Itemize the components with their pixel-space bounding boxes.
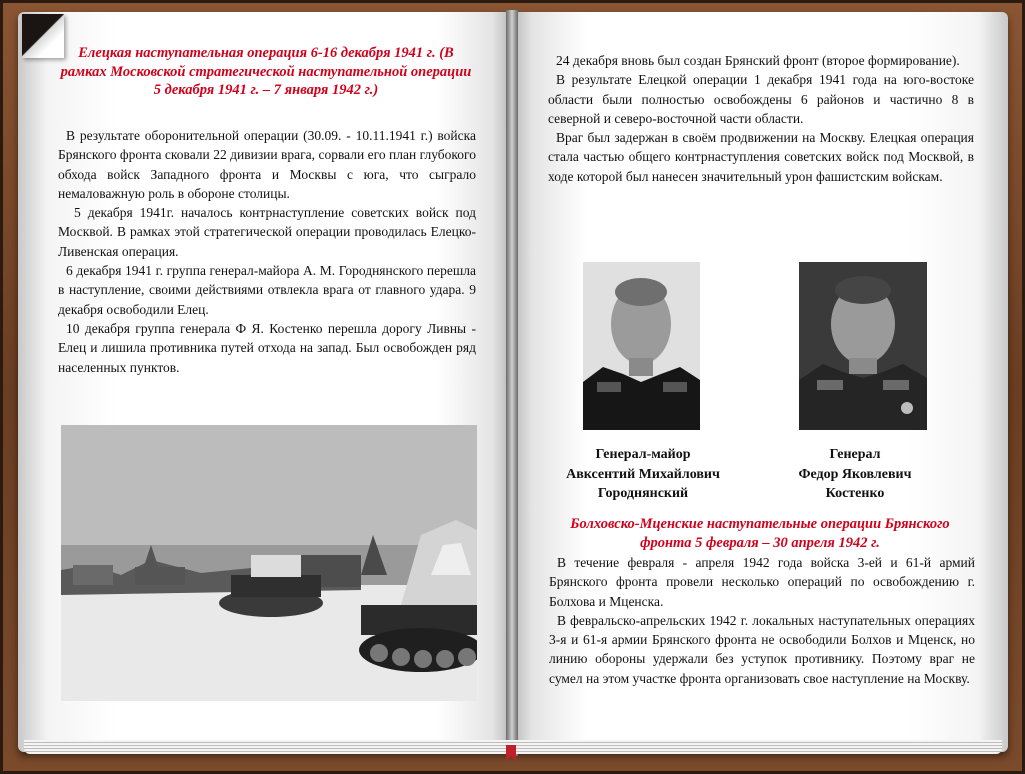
left-paragraph: 5 декабря 1941г. началось контрнаступление советских войск под Москвой. В рамках этой стратегической операции проводилась Елецко-Ливенская операция. [58,205,476,259]
right-page-text-top [548,51,974,186]
portrait-photo [583,262,700,430]
left-page-edge [24,740,512,754]
portrait-kostenko [799,262,927,430]
caption-line: Городнянский [597,486,689,501]
left-paragraph: 10 декабря группа генерала Ф Я. Костенко перешла дорогу Ливны - Елец и лишила противника путей отхода на запад. Был освобожден ряд населенных пунктов. [58,320,476,375]
right-page-subtitle: Болховско-Мценские наступательные операции Брянского фронта 5 февраля – 30 апреля 1942 г. [570,516,950,551]
left-paragraph: В результате оборонительной операции (30.09. - 10.11.1941 г.) войска Брянского фронта сковали 22 дивизии врага, сорвали его план глубокого обхода войск Западного фронта и Москвы с юга, что сыграло немаловажную роль в обороне столицы. [58,128,476,201]
right-paragraph: В февральско-апрельских 1942 г. локальных наступательных операциях 3-я и 61-я армии Брянского фронта не освободили Болхов и Мценск, но линию обороны удержали без уступок противнику. Поэтому враг не сумел на этом участке фронта организовать свое наступление на Москву. [549,612,975,686]
caption-line: Авксентий Михайлович [566,466,720,482]
caption-line: Генерал [829,447,881,462]
left-page-text [58,126,476,377]
portrait-caption [763,445,947,504]
caption-line: Федор Яковлевич [798,466,912,482]
right-page-text-bottom [549,553,975,688]
left-paragraph: 6 декабря 1941 г. группа генерал-майора А. М. Городнянского перешла в наступление, своими действиями отвлекла врага от главного удара. 9 декабря освободили Елец. [58,263,476,317]
portrait-caption [545,445,741,504]
right-paragraph: 24 декабря вновь был создан Брянский фронт (второе формирование). [556,53,960,68]
right-page-edge [512,740,1002,754]
tanks-winter-scene [61,425,477,701]
tanks-photo [61,425,477,701]
portrait-gorodnyansky [583,262,700,430]
right-paragraph: В результате Елецкой операции 1 декабря 1941 года на юго-востоке области были полностью освобождены 6 районов и частично 8 в северной и северо-восточной части области. [548,72,974,126]
right-paragraph: В течение февраля - апреля 1942 года войска 3-ей и 61-й армий Брянского фронта провели несколько операций по освобождению г. Болхова и Мценска. [549,555,975,609]
left-page-title: Елецкая наступательная операция 6-16 декабря 1941 г. (В рамках Московской стратегической наступательной операции 5 декабря 1941 г. – 7 января 1942 г.) [60,45,472,98]
caption-line: Генерал-майор [595,447,691,462]
caption-line: Костенко [825,486,885,501]
book-spine [506,10,518,756]
right-paragraph: Враг был задержан в своём продвижении на Москву. Елецкая операция стала частью общего контрнаступления советских войск под Москвой, в ходе которой был нанесен значительный урон фашистским войскам. [548,130,974,184]
portrait-photo [799,262,927,430]
